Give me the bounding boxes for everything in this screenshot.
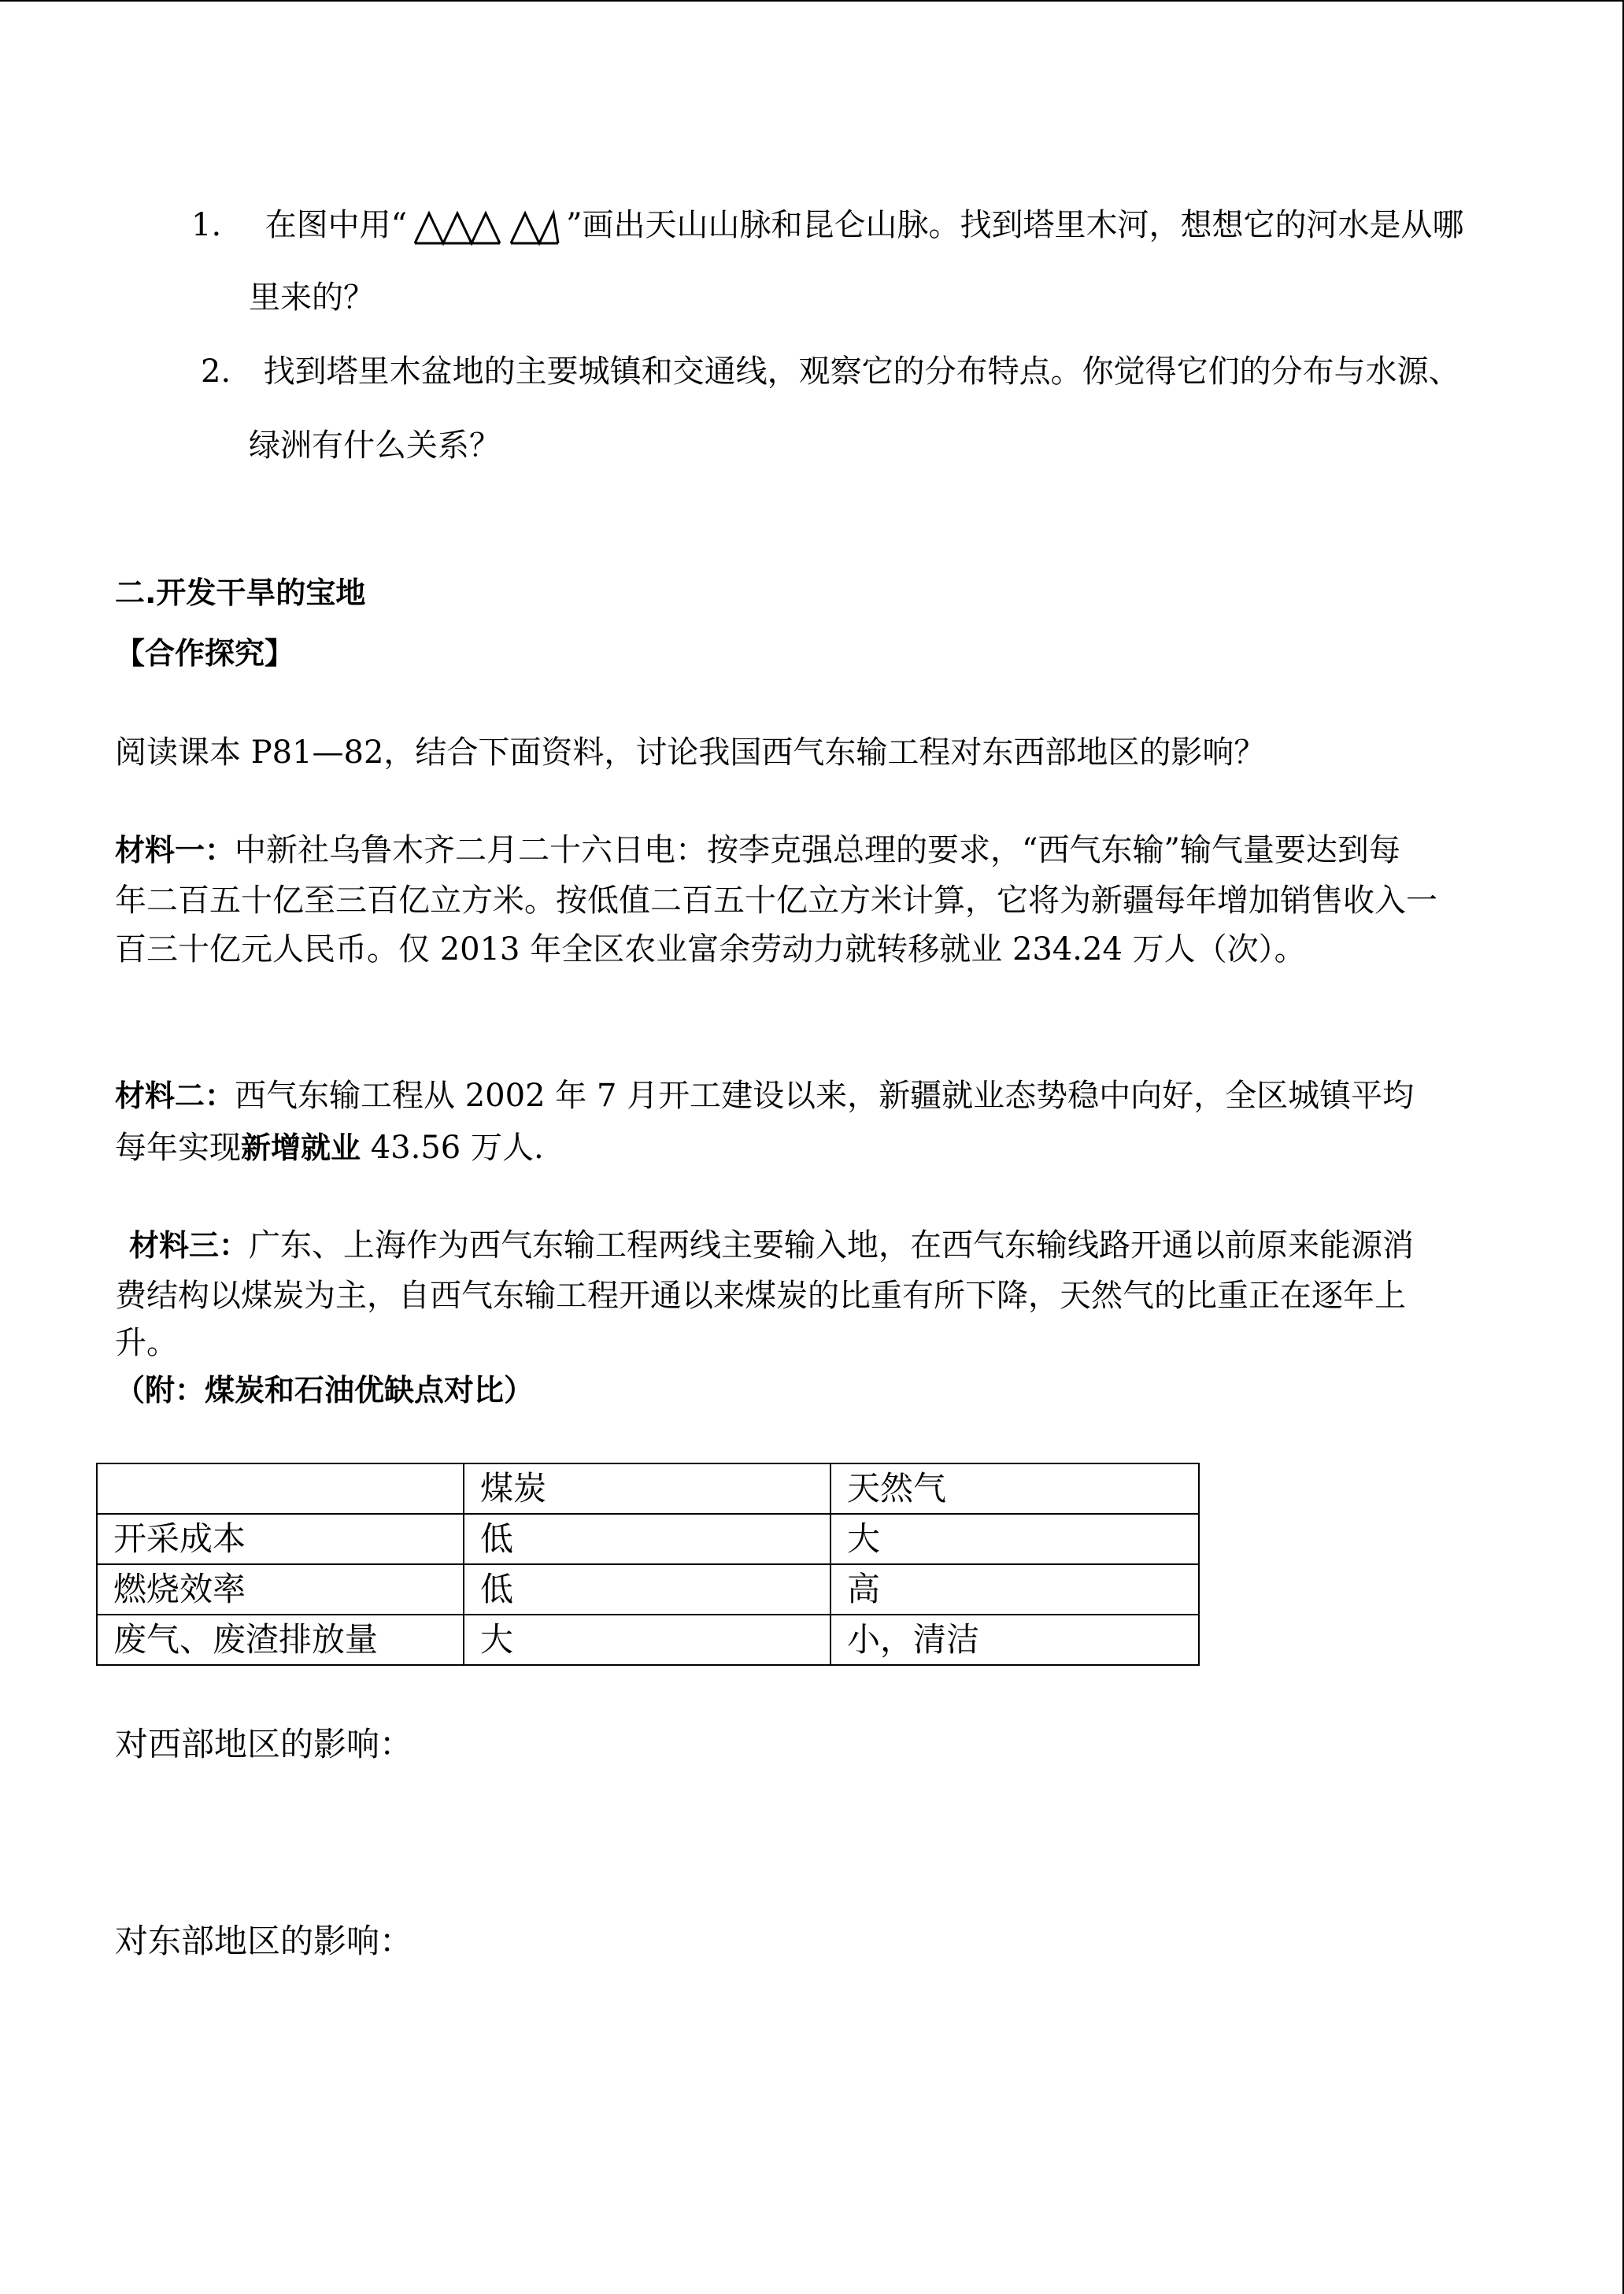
- material-1-line-2: 年二百五十亿至三百亿立方米。按低值二百五十亿立方米计算，它将为新疆每年增加销售收入一: [115, 882, 1437, 919]
- table-cell: 小，清洁: [830, 1615, 1199, 1665]
- table-cell: 低: [464, 1514, 830, 1564]
- table-row: [97, 1615, 1199, 1665]
- material-3-line-2: 费结构以煤炭为主，自西气东输工程开通以来煤炭的比重有所下降，天然气的比重正在逐年上: [115, 1278, 1406, 1314]
- table-cell: 高: [830, 1564, 1199, 1615]
- table-header-cell: 天然气: [830, 1463, 1199, 1514]
- page-border-top: [0, 0, 1624, 2]
- table-cell: 低: [464, 1564, 830, 1615]
- table-cell: 开采成本: [97, 1514, 464, 1564]
- table-cell: 大: [464, 1615, 830, 1665]
- section-instruction: 阅读课本 P81—82，结合下面资料，讨论我国西气东输工程对东西部地区的影响？: [115, 734, 1266, 771]
- answer-west-prompt: 对西部地区的影响：: [115, 1725, 413, 1763]
- mountain-symbol-icon: [412, 209, 561, 246]
- question-1: [191, 205, 1464, 246]
- material-2-label: 材料二：: [115, 1079, 235, 1113]
- table-cell: 废气、废渣排放量: [97, 1615, 464, 1665]
- material-3-line-1: [129, 1225, 1414, 1266]
- material-2-text-2-prefix: 每年实现: [115, 1130, 241, 1166]
- answer-east-prompt: 对东部地区的影响：: [115, 1922, 413, 1960]
- question-1-continuation: 里来的？: [249, 279, 375, 316]
- section-title: 二.开发干旱的宝地: [115, 575, 366, 610]
- material-1-label: 材料一：: [115, 833, 235, 868]
- table-header-cell: [97, 1463, 464, 1514]
- question-1-number: 1.: [191, 207, 222, 243]
- material-1-line-3: 百三十亿元人民币。仅 2013 年全区农业富余劳动力就转移就业 234.24 万人（次）。: [115, 931, 1306, 968]
- section-subtitle: 【合作探究】: [115, 636, 295, 671]
- table-header-row: [97, 1463, 1199, 1514]
- material-3-label: 材料三：: [129, 1228, 250, 1263]
- material-2-line-1: [115, 1075, 1414, 1116]
- material-3-line-3: 升。: [115, 1325, 178, 1361]
- material-3-text-1: 广东、上海作为西气东输工程两线主要输入地，在西气东输线路开通以前原来能源消: [249, 1227, 1415, 1264]
- table-row: [97, 1564, 1199, 1615]
- material-1-text-1: 中新社乌鲁木齐二月二十六日电：按李克强总理的要求，“西气东输”输气量要达到每: [235, 832, 1400, 868]
- material-2-line-2: [115, 1127, 544, 1168]
- question-2-text: 找到塔里木盆地的主要城镇和交通线，观察它的分布特点。你觉得它们的分布与水源、: [263, 353, 1460, 390]
- table-cell: 大: [830, 1514, 1199, 1564]
- table-row: [97, 1514, 1199, 1564]
- question-1-prefix: 在图中用“: [265, 207, 408, 243]
- comparison-table: [96, 1463, 1200, 1666]
- table-cell: 燃烧效率: [97, 1564, 464, 1615]
- question-2-continuation: 绿洲有什么关系？: [249, 427, 501, 464]
- question-2: [201, 351, 1460, 392]
- material-2-text-1: 西气东输工程从 2002 年 7 月开工建设以来，新疆就业态势稳中向好，全区城镇平均: [235, 1078, 1415, 1114]
- question-1-suffix: ”画出天山山脉和昆仑山脉。找到塔里木河，想想它的河水是从哪: [566, 207, 1464, 243]
- question-2-number: 2.: [201, 353, 231, 390]
- material-2-text-2-suffix: 43.56 万人.: [361, 1130, 544, 1166]
- table-header-cell: 煤炭: [464, 1463, 830, 1514]
- materials-note: （附：煤炭和石油优缺点对比）: [115, 1373, 535, 1408]
- material-1-line-1: [115, 830, 1400, 871]
- material-2-text-2-bold: 新增就业: [241, 1130, 361, 1165]
